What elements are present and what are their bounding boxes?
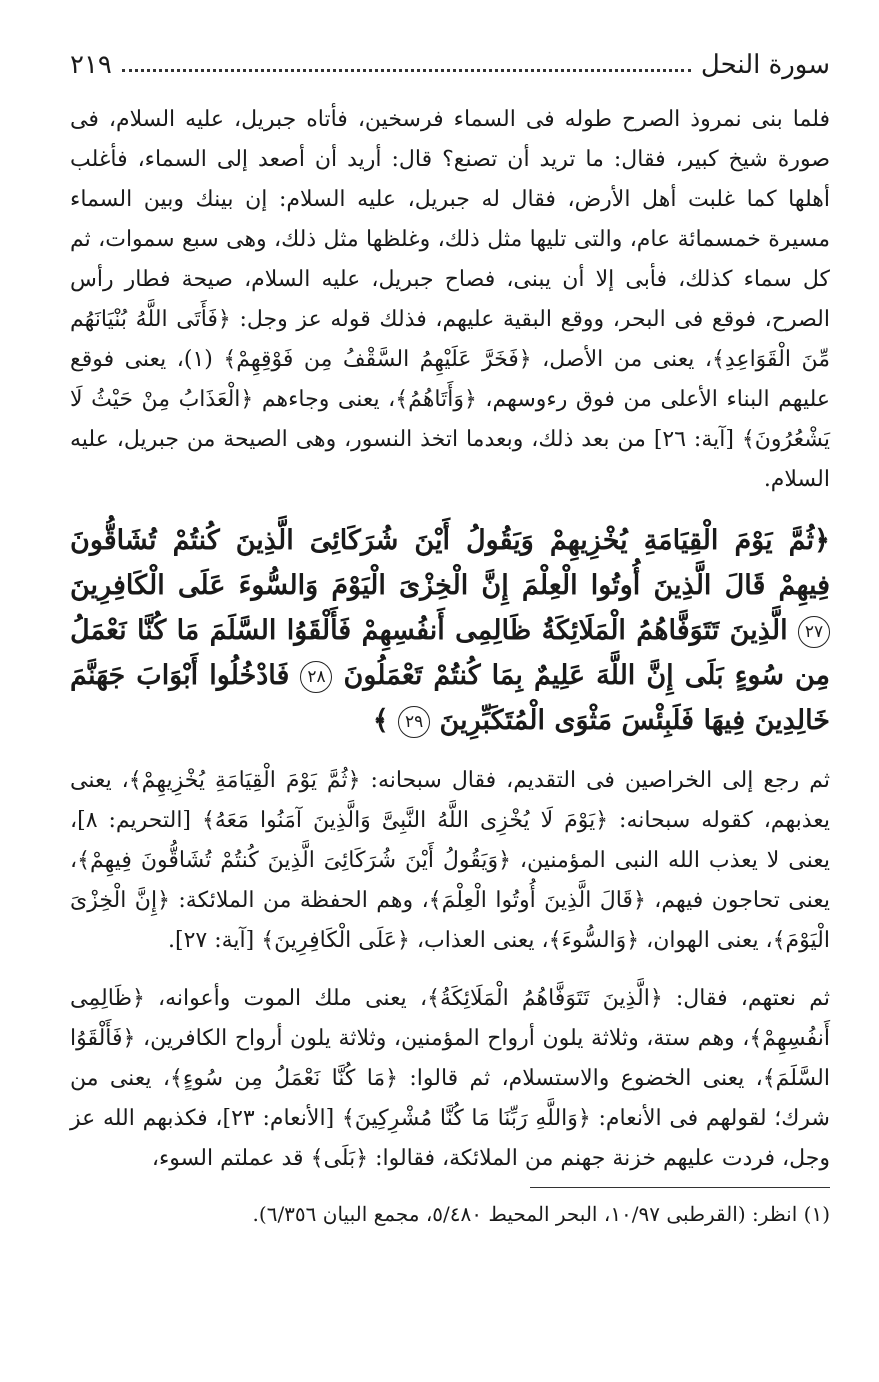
quran-close-bracket: ﴾ (372, 705, 389, 736)
verse-number-29: ٢٩ (398, 706, 430, 738)
book-page (70, 40, 830, 1230)
page-header (70, 40, 830, 80)
verse-number-27: ٢٧ (798, 616, 830, 648)
quran-verse-27: ﴿ثُمَّ يَوْمَ الْقِيَامَةِ يُخْزِيهِمْ وَيَقُولُ أَيْنَ شُرَكَائِىَ الَّذِينَ كُنتُمْ تُشَاقُّونَ فِيهِمْ قَالَ الَّذِينَ أُوتُوا الْعِلْمَ إِنَّ الْخِزْىَ الْيَوْمَ وَالسُّوءَ عَلَى الْكَافِرِينَ (70, 525, 830, 601)
page-number: ٢١٩ (70, 50, 112, 80)
commentary-paragraph-2: ثم رجع إلى الخراصين فى التقديم، فقال سبحانه: ﴿ثُمَّ يَوْمَ الْقِيَامَةِ يُخْزِيهِمْ﴾، يعنى يعذبهم، كقوله سبحانه: ﴿يَوْمَ لَا يُخْزِى اللَّهُ النَّبِىَّ وَالَّذِينَ آمَنُوا مَعَهُ﴾ [التحريم: ٨]، يعنى لا يعذب الله النبى المؤمنين، ﴿وَيَقُولُ أَيْنَ شُرَكَائِىَ الَّذِينَ كُنتُمْ تُشَاقُّونَ فِيهِمْ﴾، يعنى تحاجون فيهم، ﴿قَالَ الَّذِينَ أُوتُوا الْعِلْمَ﴾، وهم الحفظة من الملائكة: ﴿إِنَّ الْخِزْىَ الْيَوْمَ﴾، يعنى الهوان، ﴿وَالسُّوءَ﴾، يعنى العذاب، ﴿عَلَى الْكَافِرِينَ﴾ [آية: ٢٧]. (70, 768, 830, 953)
verse-number-28: ٢٨ (300, 661, 332, 693)
commentary-paragraph-3: ثم نعتهم، فقال: ﴿الَّذِينَ تَتَوَفَّاهُمُ الْمَلَائِكَةُ﴾، يعنى ملك الموت وأعوانه، ﴿ظَالِمِى أَنفُسِهِمْ﴾، وهم ستة، وثلاثة يلون أرواح المؤمنين، وثلاثة يلون أرواح الكافرين، ﴿فَأَلْقَوُا السَّلَمَ﴾، يعنى الخضوع والاستسلام، ثم قالوا: ﴿مَا كُنَّا نَعْمَلُ مِن سُوءٍ﴾، يعنى من شرك؛ لقولهم فى الأنعام: ﴿وَاللَّهِ رَبِّنَا مَا كُنَّا مُشْرِكِينَ﴾ [الأنعام: ٢٣]، فكذبهم الله عز وجل، فردت عليهم خزنة جهنم من الملائكة، فقالوا: ﴿بَلَى﴾ قد عملتم السوء، (70, 986, 830, 1171)
footnote: (١) انظر: (القرطبى ١٠/٩٧، البحر المحيط ٥/٤٨٠، مجمع البيان ٦/٣٥٦). (252, 1202, 830, 1226)
quran-verse-28: الَّذِينَ تَتَوَفَّاهُمُ الْمَلَائِكَةُ ظَالِمِى أَنفُسِهِمْ فَأَلْقَوُا السَّلَمَ مَا كُنَّا نَعْمَلُ مِن سُوءٍ بَلَى إِنَّ اللَّهَ عَلِيمٌ بِمَا كُنتُمْ تَعْمَلُونَ (70, 615, 831, 691)
footnote-divider (530, 1187, 830, 1188)
running-head-surah: سورة النحل (700, 50, 830, 80)
quran-verses-block (70, 518, 830, 743)
header-dotted-leader (122, 69, 691, 72)
commentary-paragraph-1: فلما بنى نمروذ الصرح طوله فى السماء فرسخين، فأتاه جبريل، عليه السلام، فى صورة شيخ كبير، فقال: ما تريد أن تصنع؟ قال: أريد أن أصعد إلى السماء، فأغلب أهلها كما غلبت أهل الأرض، فقال له جبريل، عليه السلام: إن بينك وبين السماء مسيرة خمسمائة عام، والتى تليها مثل ذلك، وغلظها مثل ذلك، وهى سبع سموات، ثم كل سماء كذلك، فأبى إلا أن يبنى، فصاح جبريل، عليه السلام، صيحة فطار رأس الصرح، فوقع فى البحر، ووقع البقية عليهم، فذلك قوله عز وجل: ﴿فَأَتَى اللَّهُ بُنْيَانَهُم مِّنَ الْقَوَاعِدِ﴾، يعنى من الأصل، ﴿فَخَرَّ عَلَيْهِمُ السَّقْفُ مِن فَوْقِهِمْ﴾ (١)، يعنى فوقع عليهم البناء الأعلى من فوق رءوسهم، ﴿وَأَتَاهُمُ﴾، يعنى وجاءهم ﴿الْعَذَابُ مِنْ حَيْثُ لَا يَشْعُرُونَ﴾ [آية: ٢٦] من بعد ذلك، وبعدما اتخذ النسور، وهى الصيحة من جبريل، عليه السلام. (70, 107, 831, 492)
quran-verse-29: فَادْخُلُوا أَبْوَابَ جَهَنَّمَ خَالِدِينَ فِيهَا فَلَبِئْسَ مَثْوَى الْمُتَكَبِّرِينَ (70, 660, 830, 736)
